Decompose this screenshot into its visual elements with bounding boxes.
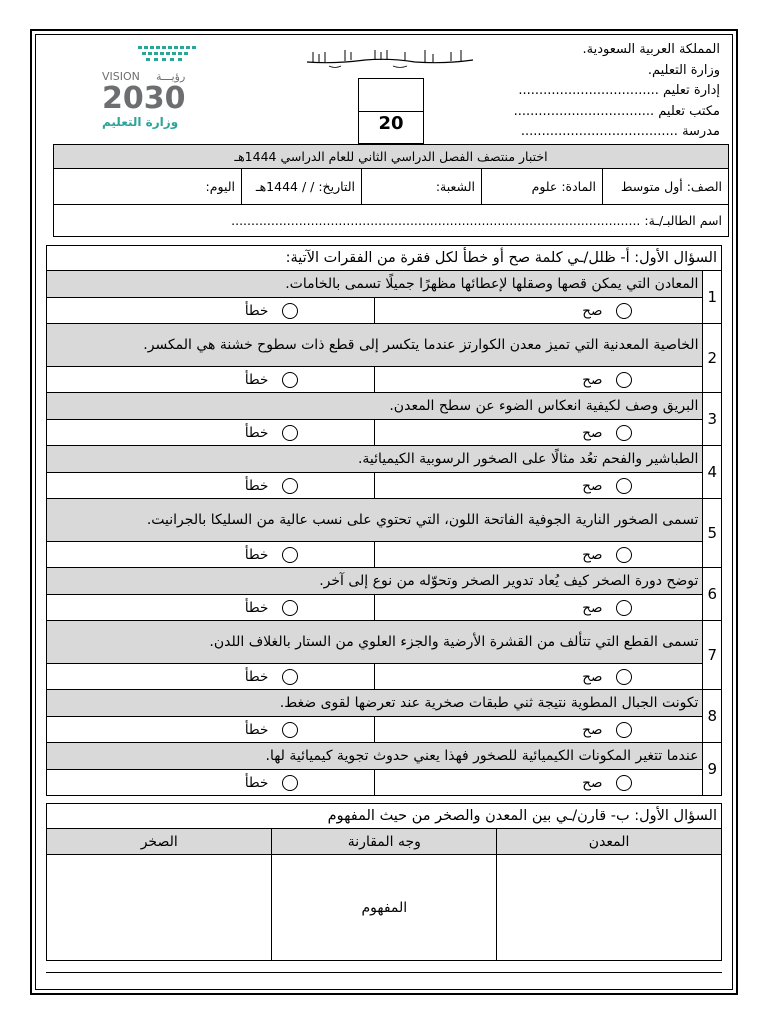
school-line: مدرسة ...................................... xyxy=(520,124,720,139)
question-text: المعادن التي يمكن قصها وصقلها لإعطائها مظهرًا جميلًا تسمى بالخامات. xyxy=(47,271,703,298)
answer-correct[interactable]: صح xyxy=(375,542,703,568)
rock-answer-cell[interactable] xyxy=(47,855,272,961)
grade-cell: الصف: أول متوسط xyxy=(603,169,729,205)
section2-heading: السؤال الأول: ب- قارن/ـي بين المعدن والصخر من حيث المفهوم xyxy=(47,804,722,829)
question-number: 6 xyxy=(703,568,722,621)
exam-info-table xyxy=(53,144,729,237)
logo-year-text: 2030 xyxy=(102,81,186,116)
answer-wrong[interactable]: خطأ xyxy=(47,298,375,324)
radio-circle-icon[interactable] xyxy=(282,303,298,319)
column-rock: الصخر xyxy=(47,829,272,855)
radio-circle-icon[interactable] xyxy=(616,600,632,616)
question-number: 4 xyxy=(703,446,722,499)
answer-wrong[interactable]: خطأ xyxy=(47,473,375,499)
radio-circle-icon[interactable] xyxy=(282,372,298,388)
education-admin-line: إدارة تعليم .................................. xyxy=(518,83,720,98)
question-text: البريق وصف لكيفية انعكاس الضوء عن سطح المعدن. xyxy=(47,393,703,420)
answer-correct[interactable]: صح xyxy=(375,367,703,393)
question-text: الخاصية المعدنية التي تميز معدن الكوارتز عندما يتكسر إلى قطع ذات سطوح خشنة هي المكسر. xyxy=(47,324,703,367)
education-office-line: مكتب تعليم .................................. xyxy=(513,103,720,119)
logo-ministry-text: وزارة التعليم xyxy=(102,115,179,129)
ministry-line: وزارة التعليم. xyxy=(647,62,720,78)
question-text: تسمى الصخور النارية الجوفية الفاتحة اللون، التي تحتوي على نسب عالية من السليكا بالجرانيت. xyxy=(47,499,703,542)
radio-circle-icon[interactable] xyxy=(282,478,298,494)
radio-circle-icon[interactable] xyxy=(282,669,298,685)
column-mineral: المعدن xyxy=(497,829,722,855)
exam-title: اختبار منتصف الفصل الدراسي الثاني للعام الدراسي 1444هـ xyxy=(54,145,729,169)
radio-circle-icon[interactable] xyxy=(282,600,298,616)
radio-circle-icon[interactable] xyxy=(616,425,632,441)
answer-wrong[interactable]: خطأ xyxy=(47,542,375,568)
answer-wrong[interactable]: خطأ xyxy=(47,770,375,796)
answer-correct[interactable]: صح xyxy=(375,717,703,743)
logo-vision-arabic: رؤيـــة xyxy=(156,70,186,83)
answer-wrong[interactable]: خطأ xyxy=(47,717,375,743)
answer-correct[interactable]: صح xyxy=(375,770,703,796)
answer-correct[interactable]: صح xyxy=(375,298,703,324)
date-cell: التاريخ: / / 1444هـ xyxy=(242,169,362,205)
bismillah-calligraphy xyxy=(305,46,475,70)
question-text: تكونت الجبال المطوية نتيجة ثني طبقات صخرية عند تعرضها لقوى ضغط. xyxy=(47,690,703,717)
comparison-table xyxy=(46,803,722,961)
student-name-field[interactable]: اسم الطالبـ/ـة: ....................................................................................................... xyxy=(54,205,729,237)
country-line: المملكة العربية السعودية. xyxy=(582,42,720,57)
radio-circle-icon[interactable] xyxy=(282,722,298,738)
question-text: تسمى القطع التي تتألف من القشرة الأرضية والجزء العلوي من الستار بالغلاف اللدن. xyxy=(47,621,703,664)
bottom-divider xyxy=(46,972,722,973)
radio-circle-icon[interactable] xyxy=(616,478,632,494)
radio-circle-icon[interactable] xyxy=(616,303,632,319)
radio-circle-icon[interactable] xyxy=(282,775,298,791)
question-number: 9 xyxy=(703,743,722,796)
radio-circle-icon[interactable] xyxy=(282,547,298,563)
question-number: 5 xyxy=(703,499,722,568)
subject-cell: المادة: علوم xyxy=(482,169,603,205)
radio-circle-icon[interactable] xyxy=(282,425,298,441)
answer-wrong[interactable]: خطأ xyxy=(47,367,375,393)
ministry-header xyxy=(514,40,720,143)
answer-correct[interactable]: صح xyxy=(375,473,703,499)
answer-wrong[interactable]: خطأ xyxy=(47,664,375,690)
section1-heading: السؤال الأول: أ- ظلل/ـي كلمة صح أو خطأ لكل فقرة من الفقرات الآتية: xyxy=(47,246,722,271)
question-number: 2 xyxy=(703,324,722,393)
answer-correct[interactable]: صح xyxy=(375,664,703,690)
question-text: الطباشير والفحم تعُد مثالًا على الصخور الرسوبية الكيميائية. xyxy=(47,446,703,473)
radio-circle-icon[interactable] xyxy=(616,547,632,563)
mineral-answer-cell[interactable] xyxy=(497,855,722,961)
question-number: 1 xyxy=(703,271,722,324)
question-text: عندما تتغير المكونات الكيميائية للصخور فهذا يعني حدوث تجوية كيميائية لها. xyxy=(47,743,703,770)
column-comparison: وجه المقارنة xyxy=(272,829,497,855)
radio-circle-icon[interactable] xyxy=(616,669,632,685)
logo-vision-text: VISION xyxy=(102,70,140,83)
section-cell: الشعبة: xyxy=(362,169,482,205)
answer-wrong[interactable]: خطأ xyxy=(47,420,375,446)
vision-2030-logo xyxy=(100,44,210,130)
true-false-table xyxy=(46,245,722,796)
day-cell: اليوم: xyxy=(54,169,242,205)
radio-circle-icon[interactable] xyxy=(616,372,632,388)
answer-wrong[interactable]: خطأ xyxy=(47,595,375,621)
concept-label: المفهوم xyxy=(272,855,497,961)
question-number: 7 xyxy=(703,621,722,690)
question-text: توضح دورة الصخر كيف يُعاد تدوير الصخر وتحوّله من نوع إلى آخر. xyxy=(47,568,703,595)
question-number: 8 xyxy=(703,690,722,743)
question-number: 3 xyxy=(703,393,722,446)
radio-circle-icon[interactable] xyxy=(616,775,632,791)
total-score: 20 xyxy=(378,113,404,134)
answer-correct[interactable]: صح xyxy=(375,595,703,621)
score-box xyxy=(358,78,424,144)
answer-correct[interactable]: صح xyxy=(375,420,703,446)
radio-circle-icon[interactable] xyxy=(616,722,632,738)
